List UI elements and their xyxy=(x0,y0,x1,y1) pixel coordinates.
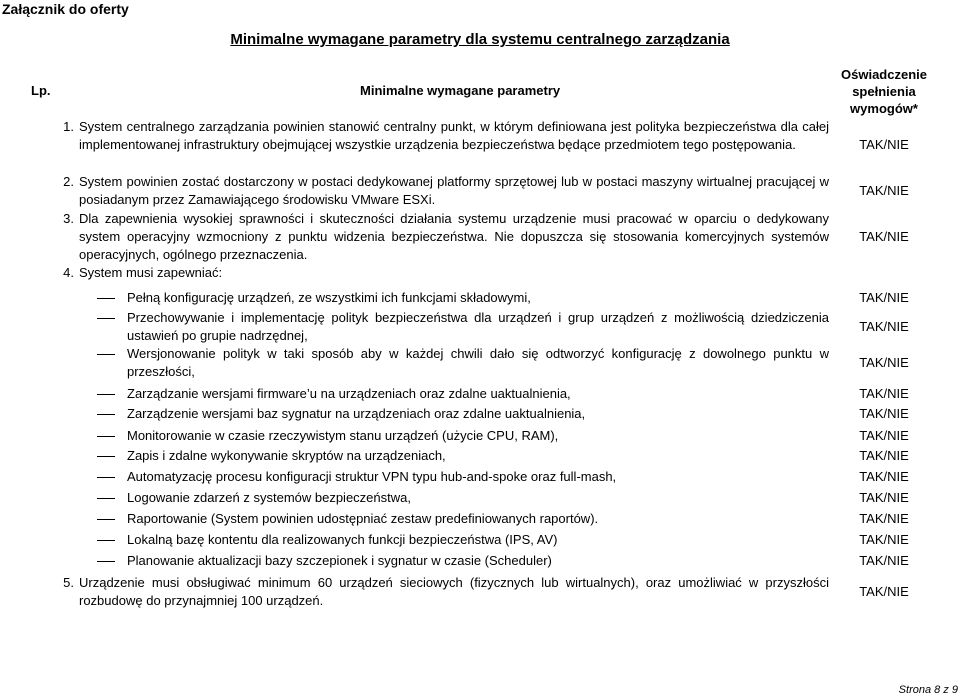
document-title: Minimalne wymagane parametry dla systemu centralnego zarządzania xyxy=(230,31,730,48)
answer-cell: TAK/NIE xyxy=(859,319,909,334)
subitem-text: Automatyzację procesu konfiguracji struktur VPN typu hub-and-spoke oraz full-mash, xyxy=(127,469,617,484)
item-text: System centralnego zarządzania powinien stanowić centralny punkt, w którym definiowana jest polityka bezpieczeństwa dla całej implementowanej infrastruktury obejmującej wszystkie urządzenia bezpieczeństwa będące przedmiotem tego postępowania. xyxy=(79,119,829,152)
subitem-text: Zarządzanie wersjami firmware’u na urządzeniach oraz zdalne uaktualnienia, xyxy=(127,386,571,401)
item-text: System musi zapewniać: xyxy=(79,265,223,280)
dash-bullet xyxy=(97,456,115,457)
subitem-text: Lokalną bazę kontentu dla realizowanych funkcji bezpieczeństwa (IPS, AV) xyxy=(127,532,558,547)
subitem-text: Zarządzenie wersjami baz sygnatur na urządzeniach oraz zdalne uaktualnienia, xyxy=(127,406,586,421)
answer-cell: TAK/NIE xyxy=(859,511,909,526)
answer-cell: TAK/NIE xyxy=(859,553,909,568)
answer-cell: TAK/NIE xyxy=(859,584,909,599)
answer-cell: TAK/NIE xyxy=(859,355,909,370)
column-header-lp: Lp. xyxy=(31,83,51,98)
answer-cell: TAK/NIE xyxy=(859,532,909,547)
answer-cell: TAK/NIE xyxy=(859,229,909,244)
subitem-text: Wersjonowanie polityk w taki sposób aby w każdej chwili dało się odtworzyć konfigurację z dowolnego punktu w przeszłości, xyxy=(127,346,829,379)
dash-bullet xyxy=(97,436,115,437)
answer-cell: TAK/NIE xyxy=(859,428,909,443)
column-header-requirements: Minimalne wymagane parametry xyxy=(360,83,561,98)
subitem-text: Przechowywanie i implementację polityk bezpieczeństwa dla urządzeń i grup urządzeń z możliwością dziedziczenia ustawień po grupie nadrzędnej, xyxy=(127,310,829,343)
subitem-text: Logowanie zdarzeń z systemów bezpieczeństwa, xyxy=(127,490,411,505)
answer-cell: TAK/NIE xyxy=(859,469,909,484)
subitem-text: Raportowanie (System powinien udostępniać zestaw predefiniowanych raportów). xyxy=(127,511,599,526)
column-header-declaration: Oświadczenie spełnienia wymogów* xyxy=(841,67,927,116)
page-number: Strona 8 z 9 xyxy=(898,684,958,696)
item-text: System powinien zostać dostarczony w postaci dedykowanej platformy sprzętowej lub w postaci maszyny wirtualnej pracującej w posiadanym przez Zamawiającego środowisku VMware ESXi. xyxy=(79,174,829,207)
dash-bullet xyxy=(97,498,115,499)
item-number: 4. xyxy=(63,265,74,280)
answer-cell: TAK/NIE xyxy=(859,386,909,401)
subitem-text: Zapis i zdalne wykonywanie skryptów na urządzeniach, xyxy=(127,448,446,463)
subitem-text: Pełną konfigurację urządzeń, ze wszystkimi ich funkcjami składowymi, xyxy=(127,290,531,305)
item-text: Urządzenie musi obsługiwać minimum 60 urządzeń sieciowych (fizycznych lub wirtualnych), oraz umożliwiać w przyszłości rozbudowę do przynajmniej 100 urządzeń. xyxy=(79,575,829,608)
item-number: 1. xyxy=(63,119,74,134)
item-number: 2. xyxy=(63,174,74,189)
dash-bullet xyxy=(97,477,115,478)
subitem-text: Monitorowanie w czasie rzeczywistym stanu urządzeń (użycie CPU, RAM), xyxy=(127,428,559,443)
item-number: 5. xyxy=(63,575,74,590)
item-text: Dla zapewnienia wysokiej sprawności i skuteczności działania systemu urządzenie musi pracować w oparciu o dedykowany system operacyjny wzmocniony z punktu widzenia bezpieczeństwa. Nie dopuszcza się stosowania komercyjnych systemów operacyjnych, ogólnego przeznaczenia. xyxy=(79,211,829,262)
dash-bullet xyxy=(97,519,115,520)
item-number: 3. xyxy=(63,211,74,226)
attachment-label: Załącznik do oferty xyxy=(2,1,129,17)
dash-bullet xyxy=(97,394,115,395)
dash-bullet xyxy=(97,414,115,415)
dash-bullet xyxy=(97,298,115,299)
answer-cell: TAK/NIE xyxy=(859,137,909,152)
dash-bullet xyxy=(97,561,115,562)
answer-cell: TAK/NIE xyxy=(859,406,909,421)
dash-bullet xyxy=(97,318,115,319)
answer-cell: TAK/NIE xyxy=(859,448,909,463)
dash-bullet xyxy=(97,540,115,541)
answer-cell: TAK/NIE xyxy=(859,290,909,305)
answer-cell: TAK/NIE xyxy=(859,490,909,505)
answer-cell: TAK/NIE xyxy=(859,183,909,198)
dash-bullet xyxy=(97,354,115,355)
subitem-text: Planowanie aktualizacji bazy szczepionek i sygnatur w czasie (Scheduler) xyxy=(127,553,552,568)
